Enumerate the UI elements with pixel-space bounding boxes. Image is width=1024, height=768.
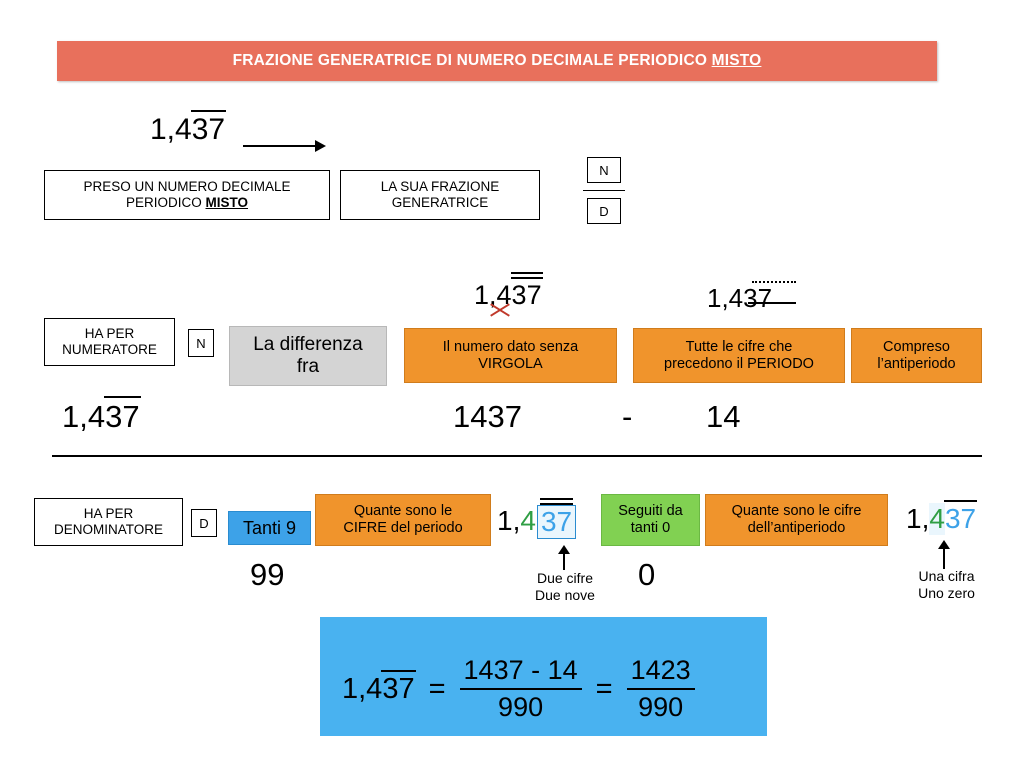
tanti-zero-line2: tanti 0: [630, 520, 671, 536]
fraction-numerator-n: N: [587, 157, 621, 183]
right-number-period: 37: [944, 503, 977, 534]
result-frac2-numerator: 1423: [630, 655, 691, 685]
value-99: 99: [250, 557, 285, 592]
up-arrow-head-right: [938, 540, 950, 549]
ha-per-denominatore-line2: DENOMINATORE: [53, 522, 163, 537]
box-preso-line2: PERIODICO MISTO: [125, 195, 249, 210]
page-title: FRAZIONE GENERATRICE DI NUMERO DECIMALE PERIODICO MISTO: [232, 52, 762, 69]
precedono-periodo-line2: precedono il PERIODO: [664, 355, 814, 372]
fraction-bar: [583, 190, 625, 191]
quante-cifre-periodo-line2: CIFRE del periodo: [343, 520, 463, 536]
result-number: 1,437: [342, 672, 415, 705]
precedono-periodo-line1: Tutte le cifre che: [685, 338, 793, 355]
arrow-shaft: [243, 145, 315, 147]
result-equation: [342, 655, 695, 723]
right-number-antiperiod: 4: [929, 503, 945, 534]
caption-due-cifre-line1: Due cifre: [536, 570, 594, 586]
result-frac1-numerator: 1437 - 14: [463, 655, 578, 685]
result-fraction-2: [627, 655, 695, 723]
quante-cifre-periodo-line1: Quante sono le: [353, 503, 453, 520]
up-arrow-shaft-right: [943, 549, 945, 569]
differenza-line1: La differenza: [253, 334, 363, 356]
arrow-head: [315, 140, 326, 152]
box-numero-senza-virgola: [404, 328, 617, 383]
ha-per-denominatore-line1: HA PER: [83, 506, 134, 522]
result-fraction-1: [460, 655, 582, 723]
box-frazione-line1: LA SUA FRAZIONE: [380, 179, 500, 195]
box-quante-cifre-periodo: [315, 494, 491, 546]
up-arrow-shaft-middle: [563, 554, 565, 570]
result-frac1-denominator: 990: [498, 692, 544, 722]
middle-number-antiperiod: 4: [520, 505, 536, 536]
right-number-group: [906, 503, 976, 535]
caption-una-cifra-line1: Una cifra: [918, 568, 975, 584]
value-1437: 1437: [453, 399, 522, 434]
strikethrough-period: [748, 302, 796, 304]
value-14: 14: [706, 399, 741, 434]
fraction-n-over-d: [583, 157, 625, 224]
result-number-period: 37: [382, 672, 415, 705]
box-cifre-precedono-periodo: [633, 328, 845, 383]
box-seguiti-da-tanti-0: [601, 494, 700, 546]
ha-per-numeratore-line1: HA PER: [84, 326, 135, 342]
caption-una-cifra: [884, 568, 1009, 602]
numerator-sample-period: 37: [105, 399, 140, 434]
result-equals-2: =: [595, 672, 613, 705]
right-number-int: 1,: [906, 503, 930, 534]
box-quante-cifre-antiperiodo: [705, 494, 888, 546]
box-compreso-antiperiodo: [851, 328, 982, 383]
compreso-antiperiodo-line1: Compreso: [883, 338, 950, 355]
compreso-antiperiodo-line2: l’antiperiodo: [877, 355, 956, 372]
dotted-overline-period: [752, 281, 796, 283]
middle-number-group: [497, 505, 576, 539]
box-sua-frazione-generatrice: [340, 170, 540, 220]
differenza-line2: fra: [296, 356, 320, 377]
middle-number-int: 1,: [497, 505, 521, 536]
result-equals-1: =: [428, 672, 446, 705]
senza-virgola-line1: Il numero dato senza: [442, 338, 579, 355]
up-arrow-middle: [557, 545, 571, 570]
page-title-banner: [57, 41, 937, 81]
box-ha-per-numeratore: [44, 318, 175, 366]
value-0: 0: [638, 557, 656, 592]
numerator-sample-number: 1,437: [62, 399, 140, 434]
middle-number-period-selection: 37: [537, 505, 576, 539]
minus-sign: -: [622, 399, 633, 434]
box-preso-numero-decimale: [44, 170, 330, 220]
result-frac2-denominator: 990: [638, 692, 684, 722]
sample-period-1: 37: [511, 280, 542, 310]
seguiti-da-line1: Seguiti da: [618, 503, 683, 520]
letter-box-n: N: [188, 329, 214, 357]
red-cross-icon-comma: [489, 299, 511, 321]
quante-cifre-antiperiodo-line2: dell’antiperiodo: [747, 520, 846, 536]
box-frazione-line2: GENERATRICE: [391, 195, 489, 210]
up-arrow-right: [937, 540, 951, 569]
caption-due-cifre: [500, 570, 630, 604]
sample-number-over-precedono-periodo: 1,437: [707, 283, 773, 313]
caption-uno-zero-line2: Uno zero: [918, 584, 975, 601]
main-fraction-bar: [52, 455, 982, 457]
box-preso-line1: PRESO UN NUMERO DECIMALE: [83, 179, 291, 195]
result-panel: [320, 617, 767, 736]
caption-due-nove-line2: Due nove: [535, 586, 595, 603]
box-la-differenza-fra: [229, 326, 387, 386]
top-number: 1,437: [150, 113, 226, 146]
result-frac2-bar: [627, 688, 695, 690]
letter-box-d: D: [191, 509, 217, 537]
result-frac1-bar: [460, 688, 582, 690]
box-tanti-9: Tanti 9: [228, 511, 311, 545]
quante-cifre-antiperiodo-line1: Quante sono le cifre: [731, 503, 862, 520]
box-ha-per-denominatore: [34, 498, 183, 546]
arrow-right: [243, 140, 328, 152]
sample-number-over-senza-virgola: 1,437: [474, 280, 542, 310]
ha-per-numeratore-line2: NUMERATORE: [62, 342, 157, 357]
fraction-denominator-d: D: [587, 198, 621, 224]
up-arrow-head-middle: [558, 545, 570, 554]
senza-virgola-line2: VIRGOLA: [478, 355, 543, 372]
top-number-period: 37: [191, 113, 226, 146]
